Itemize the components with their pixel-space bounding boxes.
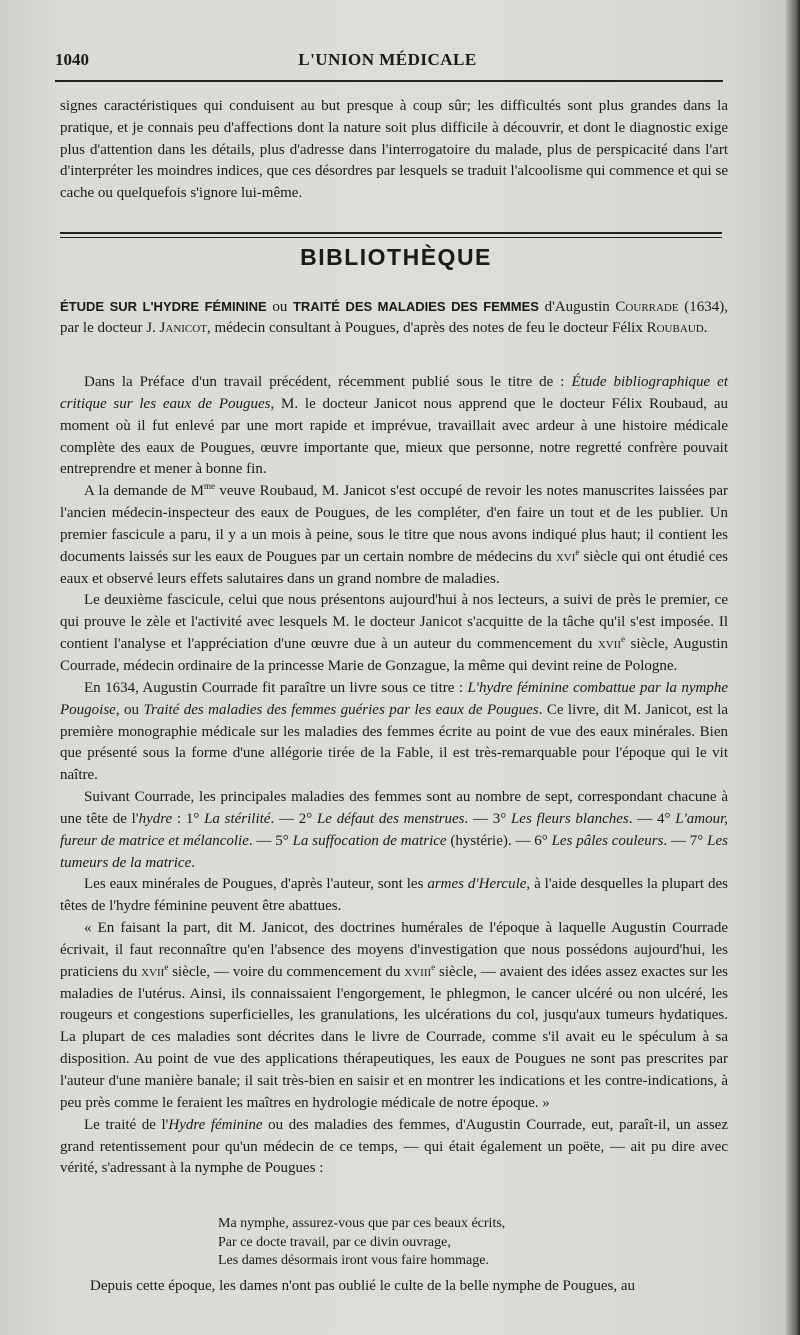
book-editor: Janicot: [159, 320, 207, 336]
p5-i7: Les pâles couleurs: [551, 832, 664, 849]
section-rule-bottom: [60, 237, 722, 238]
p1-italic: Étude bibliographique et critique sur les eaux de Pougues: [60, 374, 728, 412]
p5-g: (hystérie). — 6°: [446, 832, 552, 849]
p5-i5: L'amour, fureur de matrice et mélancolie: [60, 810, 729, 849]
poem-line: Les dames désormais iront vous faire hommage.: [218, 1253, 489, 1268]
p8-b: ou des maladies des femmes, d'Augustin Courrade, eut, paraît-il, un assez grand retentissement pour qu'un médecin de ce temps, — qui était également un poëte, — ait pu dire avec vérité, s'adressant à la nymphe de Pougues :: [60, 1116, 728, 1177]
p4-italic-1: L'hydre féminine combattue par la nymphe Pougoise: [60, 679, 728, 718]
p5-b: : 1°: [172, 810, 205, 827]
p5-h: . — 7°: [663, 832, 708, 849]
paragraph-4: [60, 678, 728, 787]
book-rest1: (1634), par le docteur J.: [60, 299, 728, 336]
book-by: d'Augustin: [538, 299, 616, 315]
p1-a: Dans la Préface d'un travail précédent, récemment publié sous le titre de :: [84, 374, 572, 390]
last-line: Depuis cette époque, les dames n'ont pas oublié le culte de la belle nymphe de Pougues, au: [90, 1278, 636, 1294]
paragraph-1: [60, 372, 728, 481]
p2-sup1: me: [204, 481, 216, 492]
p3-century: xvii: [597, 636, 622, 653]
p7-a: « En faisant la part, dit M. Janicot, des doctrines humérales de l'époque à laquelle Augustin Courrade écrivait, il faut reconnaître qu'en l'absence des moyens d'investigation que nous possédons aujourd'hui, les praticiens du: [60, 920, 728, 980]
p3-sup: e: [621, 634, 626, 645]
page-number: 1040: [55, 50, 89, 69]
p8-a: Le traité de l': [84, 1116, 169, 1133]
p6-a: Les eaux minérales de Pougues, d'après l'auteur, sont les: [84, 876, 428, 893]
p2-b: veuve Roubaud, M. Janicot s'est occupé de revoir les notes manuscrites laissées par l'ancien médecin-inspecteur des eaux de Pougues, de les compléter, d'en faire un tout et de les publier. Un premier fascicule a paru, il y a un mois à peine, sous le titre que nous avons indiqué plus haut; il contient les documents laissés sur les eaux de Pougues par un certain nombre de médecins du: [60, 483, 728, 565]
book-end: .: [703, 320, 708, 336]
p7-sup2: e: [431, 961, 436, 972]
p5-i3: Le défaut des menstrues: [316, 810, 465, 827]
poem-line: Par ce docte travail, par ce divin ouvrage,: [218, 1234, 451, 1250]
p2-sup2: e: [575, 546, 580, 557]
paragraph-2: [60, 481, 728, 590]
intro-paragraph: [60, 96, 728, 205]
p7-sup1: e: [164, 961, 169, 972]
paragraph-3: [60, 590, 728, 677]
p3-a: Le deuxième fascicule, celui que nous présentons aujourd'hui à nos lecteurs, a suivi de près le premier, ce qui prouve le zèle et l'activité avec lesquels M. le docteur Janicot s'acquitte de la tâche qu'il s'est imposée. Il contient l'analyse et l'appréciation d'une œuvre due à un auteur du commencement du: [60, 592, 728, 653]
p2-century: xvi: [555, 548, 576, 565]
header-rule: [55, 80, 723, 82]
p5-i4: Les fleurs blanches: [510, 810, 629, 827]
p1-b: , M. le docteur Janicot nous apprend que le docteur Félix Roubaud, au moment où il fut enlevé par une mort rapide et imprévue, travaillait avec ardeur à une histoire médicale complète des eaux de Pougues, œuvre importante que, mieux que personne, notre regretté confrère pouvait entreprendre et mener à bonne fin.: [60, 395, 728, 478]
review-body: [60, 372, 728, 1180]
p4-c: . Ce livre, dit M. Janicot, est la première monographie médicale sur les maladies des femmes écrite au point de vue des eaux minérales. Bien que présenté sous la forme d'une allégorie tirée de la Fable, il est très-remarquable pour l'époque qui le vit naître.: [60, 701, 728, 784]
p7-d: siècle, — avaient des idées assez exactes sur les maladies de l'utérus. Ainsi, ils connaissaient l'engorgement, le phlegmon, le cancer ulcéré ou non ulcéré, les rougeurs et congestions superficielles, les granulations, les ulcérations du col, jusqu'aux tumeurs hydatiques. La plupart de ces maladies sont décrites dans le livre de Courrade, comme s'il avait eu le spéculum à sa disposition. Au point de vue des applications thérapeutiques, les eaux de Pougues ne sont pas prescrites par l'auteur d'une manière banale; il sait très-bien en saisir et en montrer les indications et les contre-indications, à peu près comme le feraient les maîtres en hydrologie médicale de notre époque. »: [60, 963, 728, 1111]
journal-title: L'UNION MÉDICALE: [298, 50, 477, 69]
book-title-b: TRAITÉ DES MALADIES DES FEMMES: [292, 299, 539, 314]
p5-i2: La stérilité: [204, 810, 271, 827]
p5-j: .: [191, 854, 195, 871]
book-reference: [60, 296, 728, 339]
paragraph-7-quote: [60, 918, 728, 1115]
book-author: Courrade: [615, 299, 679, 315]
p7-b: siècle, — voire du commencement du: [168, 963, 405, 980]
p4-italic-2: Traité des maladies des femmes guéries par les eaux de Pougues: [143, 701, 539, 718]
poem-line: Ma nymphe, assurez-vous que par ces beaux écrits,: [218, 1216, 506, 1231]
paragraph-8: [60, 1115, 728, 1181]
p5-i8: Les tumeurs de la matrice: [60, 832, 728, 871]
poem: [218, 1215, 638, 1271]
p5-c: . — 2°: [270, 810, 317, 827]
paragraph-5: [60, 787, 728, 874]
p5-i6: La suffocation de matrice: [292, 832, 447, 849]
book-ou: ou: [266, 299, 293, 315]
intro-text: signes caractéristiques qui conduisent au but presque à coup sûr; les difficultés sont plus grandes dans la pratique, et je connais peu d'affections dont la nature soit plus difficile à découvrir, et dont le diagnostic exige plus d'attention dans les détails, plus d'adresse dans l'interrogatoire du malade, plus de perspicacité dans l'art d'interpréter les moindres indices, que ces désordres par lesquels se traduit l'alcoolisme qui commence et qui se cache ou quelquefois s'ignore lui-même.: [60, 98, 728, 202]
book-rest2: , médecin consultant à Pougues, d'après des notes de feu le docteur Félix: [206, 320, 647, 336]
section-rule-top: [60, 232, 722, 234]
p4-b: , ou: [115, 701, 144, 718]
p5-i1: hydre: [138, 810, 173, 827]
p5-a: Suivant Courrade, les principales maladies des femmes sont au nombre de sept, correspondant chacune à une tête de l': [60, 789, 728, 827]
p6-b: , à l'aide desquelles la plupart des têtes de l'hydre féminine peuvent être abattues.: [60, 876, 728, 915]
p5-d: . — 3°: [464, 810, 511, 827]
p8-italic: Hydre féminine: [168, 1116, 263, 1133]
book-late-author: Roubaud: [646, 320, 704, 336]
p5-f: . — 5°: [248, 832, 293, 849]
running-header: [55, 46, 720, 74]
paragraph-6: [60, 874, 728, 918]
p3-d: siècle, Augustin Courrade, médecin ordinaire de la princesse Marie de Gonzague, la même qui devint reine de Pologne.: [60, 636, 729, 674]
p4-a: En 1634, Augustin Courrade fit paraître un livre sous ce titre :: [84, 679, 468, 696]
p2-d: siècle qui ont étudié ces eaux et observé leurs effets salutaires dans un grand nombre de maladies.: [60, 548, 728, 587]
p7-century-2: xviii: [404, 963, 432, 980]
p5-e: . — 4°: [628, 810, 676, 827]
section-title: BIBLIOTHÈQUE: [300, 244, 492, 270]
p2-a: A la demande de M: [84, 483, 205, 500]
p6-italic: armes d'Hercule: [427, 876, 527, 893]
page-edge-shadow: [786, 0, 800, 1335]
book-title-a: ÉTUDE SUR L'HYDRE FÉMININE: [60, 299, 267, 314]
p7-century-1: xvii: [141, 963, 165, 980]
